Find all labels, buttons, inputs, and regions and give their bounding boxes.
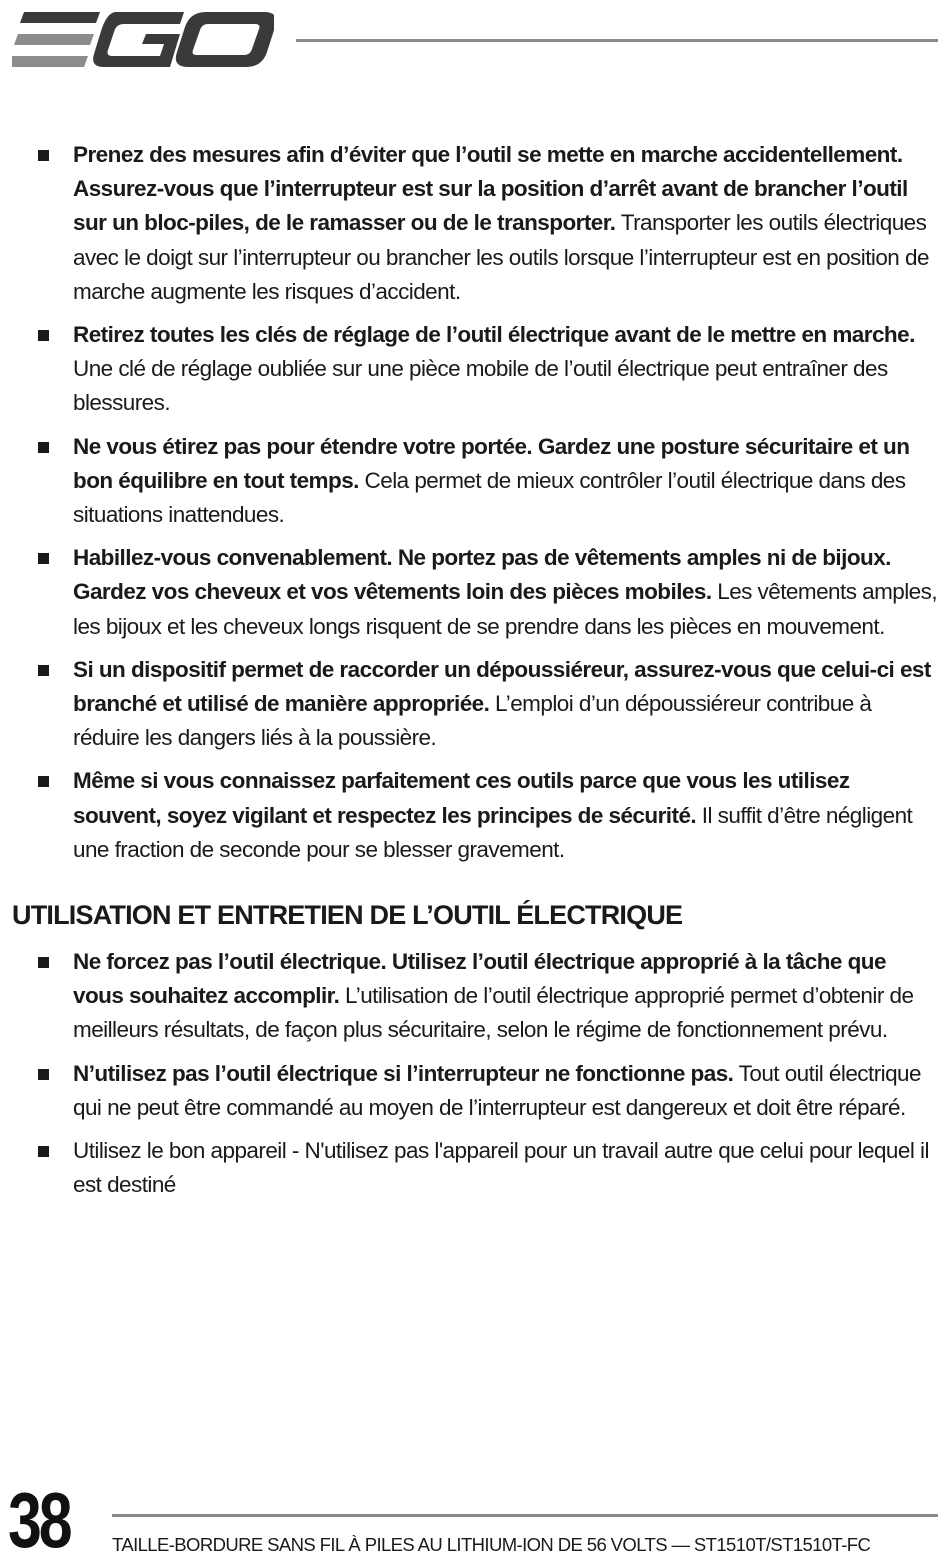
page-content	[0, 138, 950, 1211]
list-item-text: Tout outil électrique qui ne peut être commandé au moyen de l’interrupteur est dangereux et doit être réparé.	[73, 1060, 921, 1120]
section-title: UTILISATION ET ENTRETIEN DE L’OUTIL ÉLECTRIQUE	[12, 900, 683, 931]
footer-product-title: TAILLE-BORDURE SANS FIL À PILES AU LITHIUM-ION DE 56 VOLTS — ST1510T/ST1510T-FC	[112, 1534, 871, 1555]
list-item-text: Une clé de réglage oubliée sur une pièce mobile de l’outil électrique peut entraîner des blessures.	[73, 356, 888, 416]
list-item	[0, 138, 950, 309]
list-item-bold: Retirez toutes les clés de réglage de l’outil électrique avant de le mettre en marche.	[73, 322, 915, 348]
list-item-bold: Même si vous connaissez parfaitement ces outils parce que vous les utilisez souvent, soyez vigilant et respectez les principes de sécurité.	[73, 768, 850, 828]
list-item-text: Les vêtements amples, les bijoux et les cheveux longs risquent de se prendre dans les pièces en mouvement.	[73, 579, 938, 639]
square-bullet-icon	[38, 1146, 49, 1157]
header-rule	[296, 39, 938, 42]
list-item	[0, 1134, 950, 1202]
list-item-text: Transporter les outils électriques avec le doigt sur l’interrupteur ou brancher les outils lorsque l’interrupteur est en position de marche augmente les risques d’accident.	[73, 210, 929, 304]
square-bullet-icon	[38, 776, 49, 787]
list-item-text: L’utilisation de l’outil électrique approprié permet d’obtenir de meilleurs résultats, de façon plus sécuritaire, selon le régime de fonctionnement prévu.	[73, 983, 914, 1043]
square-bullet-icon	[38, 957, 49, 968]
list-item	[0, 318, 950, 421]
list-item	[0, 764, 950, 867]
square-bullet-icon	[38, 1069, 49, 1080]
bullet-list-bottom	[0, 945, 950, 1202]
square-bullet-icon	[38, 330, 49, 341]
list-item-bold: Ne forcez pas l’outil électrique. Utilisez l’outil électrique approprié à la tâche que vous souhaitez accomplir.	[73, 949, 886, 1009]
list-item-bold: Si un dispositif permet de raccorder un dépoussiéreur, assurez-vous que celui-ci est branché et utilisé de manière appropriée.	[73, 656, 931, 717]
list-item	[0, 430, 950, 533]
list-item-text: Utilisez le bon appareil - N'utilisez pas l'appareil pour un travail autre que celui pour lequel il est destiné	[73, 1138, 929, 1198]
list-item-bold: Habillez-vous convenablement. Ne portez pas de vêtements amples ni de bijoux. Gardez vos cheveux et vos vêtements loin des pièces mobiles.	[73, 545, 891, 605]
list-item	[0, 1057, 950, 1125]
list-item-text: L’emploi d’un dépoussiéreur contribue à réduire les dangers liés à la poussière.	[73, 691, 872, 751]
square-bullet-icon	[38, 665, 49, 676]
list-item	[0, 653, 950, 756]
list-item-text: Cela permet de mieux contrôler l’outil électrique dans des situations inattendues.	[73, 467, 906, 528]
square-bullet-icon	[38, 442, 49, 453]
list-item	[0, 541, 950, 644]
page-footer	[0, 1470, 950, 1568]
list-item-text: Il suffit d’être négligent une fraction de seconde pour se blesser gravement.	[73, 802, 913, 862]
page-number: 38	[8, 1476, 70, 1564]
ego-logo	[12, 10, 274, 70]
list-item-bold: Prenez des mesures afin d’éviter que l’outil se mette en marche accidentellement. Assurez-vous que l’interrupteur est sur la position d’arrêt avant de brancher l’outil sur un bloc-piles, de le ramasser ou de le transporter.	[73, 142, 908, 236]
footer-rule	[112, 1514, 938, 1517]
bullet-list-top	[0, 138, 950, 867]
list-item	[0, 945, 950, 1048]
square-bullet-icon	[38, 150, 49, 161]
page-header	[0, 0, 950, 80]
list-item-bold: Ne vous étirez pas pour étendre votre portée. Gardez une posture sécuritaire et un bon équilibre en tout temps.	[73, 433, 910, 493]
list-item-bold: N’utilisez pas l’outil électrique si l’interrupteur ne fonctionne pas.	[73, 1060, 734, 1086]
square-bullet-icon	[38, 553, 49, 564]
